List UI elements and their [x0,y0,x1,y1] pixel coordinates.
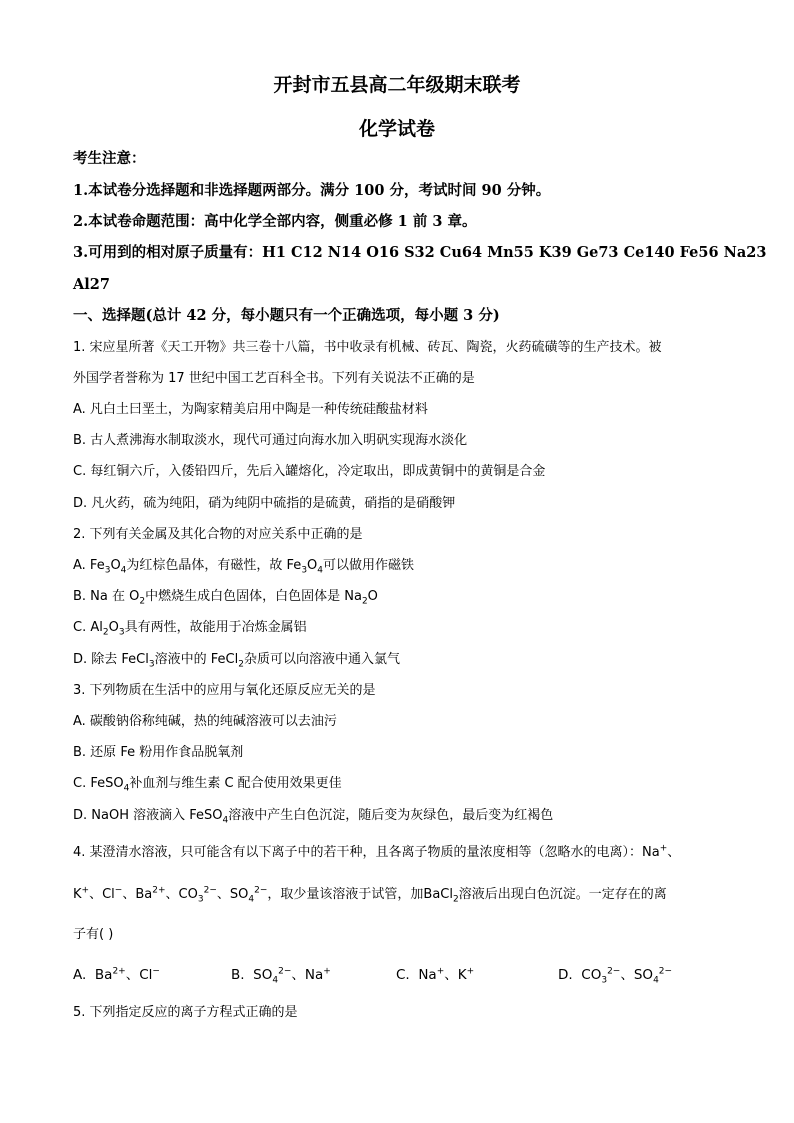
notice-item-2: 2.本试卷命题范围：高中化学全部内容，侧重必修 1 前 3 章。 [73,213,477,230]
q3-stem: 3. 下列物质在生活中的应用与氧化还原反应无关的是 [73,683,376,698]
exam-subtitle: 化学试卷 [358,118,435,140]
section-heading: 一、选择题(总计 42 分，每小题只有一个正确选项，每小题 3 分) [73,307,500,324]
q1-option-c: C. 每红铜六斤，入倭铅四斤，先后入罐熔化，冷定取出，即成黄铜中的黄铜是合金 [73,464,546,479]
q4-option-c: C. Na+、K+ [396,966,475,983]
q2-option-b: B. Na 在 $O_2$中燃烧生成白色固体，白色固体是 $Na_2O$ [73,589,378,607]
q2-stem: 2. 下列有关金属及其化合物的对应关系中正确的是 [73,527,363,542]
notice-heading: 考生注意： [73,150,146,167]
q3-option-b: B. 还原 Fe 粉用作食品脱氧剂 [73,745,244,760]
q1-option-b: B. 古人煮沸海水制取淡水，现代可通过向海水加入明矾实现海水淡化 [73,433,468,448]
q1-stem-line-2: 外国学者誉称为 17 世纪中国工艺百科全书。下列有关说法不正确的是 [73,371,475,386]
q3-option-d: D. NaOH 溶液滴入 FeSO$_4$溶液中产生白色沉淀，随后变为灰绿色，最后变为红褐色 [73,808,554,826]
q3-option-a: A. 碳酸钠俗称纯碱，热的纯碱溶液可以去油污 [73,714,337,729]
q4-stem-line-3: 子有( ) [73,927,114,942]
notice-item-3-cont: Al27 [73,276,110,293]
notice-item-1: 1.本试卷分选择题和非选择题两部分。满分 100 分，考试时间 90 分钟。 [73,182,551,199]
q2-option-c: C. $Al_2O_3$具有两性，故能用于冶炼金属铝 [73,620,307,638]
q4-stem-line-1: 4. 某澄清水溶液，只可能含有以下离子中的若干种，且各离子物质的量浓度相等（忽略水的电离）：Na+、 [73,843,681,860]
q4-option-d: D. $CO_3^{2-}$、$SO_4^{2-}$ [558,966,673,986]
q4-options [73,963,733,985]
q4-stem-line-2: K+、Cl−、$Ba^{2+}$、$CO_3^{2-}$、$SO_4^{2-}$，取少量该溶液于试管，加BaCl$_2$溶液后出现白色沉淀。一定存在的离 [73,885,667,905]
q4-option-b: B. $SO_4^{2-}$、Na+ [231,966,331,986]
notice-item-3: 3.可用到的相对原子质量有：H1 C12 N14 O16 S32 Cu64 Mn55 K39 Ge73 Ce140 Fe56 Na23 [73,244,767,261]
q5-stem: 5. 下列指定反应的离子方程式正确的是 [73,1005,298,1020]
q1-option-d: D. 凡火药，硫为纯阳，硝为纯阴中硫指的是硫黄，硝指的是硝酸钾 [73,496,456,511]
q2-option-a: A. $Fe_3O_4$为红棕色晶体，有磁性，故 $Fe_3O_4$可以做用作磁铁 [73,558,415,576]
q1-option-a: A. 凡白土曰垩土，为陶家精美启用中陶是一种传统硅酸盐材料 [73,402,428,417]
q3-option-c: C. FeSO$_4$补血剂与维生素 C 配合使用效果更佳 [73,776,342,794]
exam-title: 开封市五县高二年级期末联考 [273,74,521,96]
q2-option-d: D. 除去 FeCl$_3$溶液中的 FeCl$_2$杂质可以向溶液中通入氯气 [73,652,400,670]
q4-option-a: A. $Ba^{2+}$、Cl− [73,966,160,983]
q1-stem-line-1: 1. 宋应星所著《天工开物》共三卷十八篇，书中收录有机械、砖瓦、陶瓷，火药硫磺等的生产技术。被 [73,340,662,355]
